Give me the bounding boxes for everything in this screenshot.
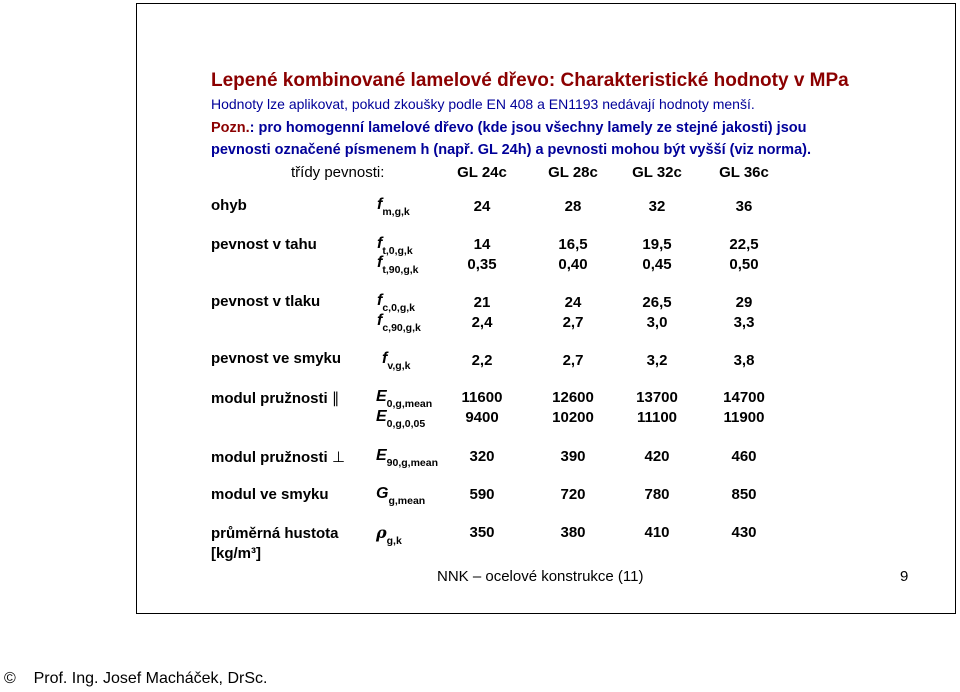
table-cell: 11100 — [636, 409, 678, 426]
table-cell: 24 — [564, 294, 582, 311]
table-cell: 2,7 — [562, 352, 584, 369]
perpendicular-icon: ⊥ — [331, 448, 345, 466]
row-symbol: $f_{t,90,g,k}$ — [377, 254, 419, 277]
note-prefix: Pozn. — [211, 120, 250, 136]
table-cell: 0,35 — [467, 256, 497, 273]
row-label: pevnost ve smyku — [211, 350, 342, 367]
row-label: ohyb — [211, 197, 247, 214]
row-symbol: $f_{m,g,k}$ — [377, 196, 410, 219]
table-cell: 3,3 — [733, 314, 755, 331]
table-cell: 0,50 — [729, 256, 759, 273]
page-number: 9 — [900, 568, 909, 585]
table-cell: 9400 — [465, 409, 499, 426]
table-cell: 16,5 — [558, 236, 588, 253]
row-symbol: $f_{c,90,g,k}$ — [377, 312, 421, 335]
table-header-label: třídy pevnosti: — [291, 164, 385, 181]
note-line1: : pro homogenní lamelové dřevo (kde jsou všechny lamely ze stejné jakosti) jsou — [249, 120, 807, 136]
table-cell: 590 — [469, 486, 495, 503]
copyright: © Prof. Ing. Josef Macháček, DrSc. — [4, 670, 268, 687]
row-symbol: $E_{0,g,0,05}$ — [376, 408, 426, 431]
table-cell: 13700 — [636, 389, 678, 406]
table-cell: 28 — [564, 198, 582, 215]
table-cell: 32 — [648, 198, 666, 215]
table-cell: 24 — [473, 198, 491, 215]
note-line2: pevnosti označené písmenem h (např. GL 24h) a pevnosti mohou být vyšší (viz norma). — [211, 142, 812, 158]
table-cell: 3,2 — [646, 352, 668, 369]
table-cell: 410 — [644, 524, 670, 541]
table-cell: 0,45 — [642, 256, 672, 273]
table-cell: 350 — [469, 524, 495, 541]
row-symbol: $E_{90,g,mean}$ — [376, 447, 439, 470]
row-symbol: $f_{c,0,g,k}$ — [377, 292, 416, 315]
table-cell: 26,5 — [642, 294, 672, 311]
row-label: modul ve smyku — [211, 486, 329, 503]
page-title: Lepené kombinované lamelové dřevo: Charakteristické hodnoty v MPa — [211, 70, 849, 91]
table-cell: 380 — [560, 524, 586, 541]
class-header: GL 36c — [719, 164, 769, 181]
row-label: průměrná hustota [kg/m³] — [211, 525, 339, 562]
row-label: modul pružnosti ∥ — [211, 389, 340, 407]
table-cell: 29 — [735, 294, 753, 311]
table-cell: 3,8 — [733, 352, 755, 369]
table-cell: 10200 — [552, 409, 594, 426]
class-header: GL 32c — [632, 164, 682, 181]
table-cell: 11600 — [461, 389, 503, 406]
row-symbol: $f_{v,g,k}$ — [382, 350, 411, 373]
table-cell: 21 — [473, 294, 491, 311]
row-label: pevnost v tlaku — [211, 293, 321, 310]
table-cell: 420 — [644, 448, 670, 465]
table-cell: 0,40 — [558, 256, 588, 273]
subtitle: Hodnoty lze aplikovat, pokud zkoušky podle EN 408 a EN1193 nedávají hodnoty menší. — [211, 96, 755, 112]
footer-text: NNK – ocelové konstrukce (11) — [437, 568, 644, 585]
row-label: modul pružnosti ⊥ — [211, 448, 345, 466]
table-cell: 720 — [560, 486, 586, 503]
table-cell: 850 — [731, 486, 757, 503]
row-symbol: $f_{t,0,g,k}$ — [377, 235, 413, 258]
table-cell: 780 — [644, 486, 670, 503]
row-symbol: $\rho_{g,k}$ — [376, 523, 402, 548]
table-cell: 460 — [731, 448, 757, 465]
note — [211, 117, 811, 161]
table-cell: 2,7 — [562, 314, 584, 331]
table-cell: 12600 — [552, 389, 594, 406]
table-cell: 2,2 — [471, 352, 493, 369]
class-header: GL 28c — [548, 164, 598, 181]
table-cell: 3,0 — [646, 314, 668, 331]
table-cell: 11900 — [723, 409, 765, 426]
table-cell: 430 — [731, 524, 757, 541]
row-symbol: $G_{g,mean}$ — [376, 485, 426, 508]
table-cell: 14 — [473, 236, 491, 253]
class-header: GL 24c — [457, 164, 507, 181]
row-symbol: $E_{0,g,mean}$ — [376, 388, 433, 411]
table-cell: 14700 — [723, 389, 765, 406]
parallel-icon: ∥ — [331, 389, 340, 407]
table-cell: 390 — [560, 448, 586, 465]
table-cell: 320 — [469, 448, 495, 465]
table-cell: 19,5 — [642, 236, 672, 253]
table-cell: 36 — [735, 198, 753, 215]
table-cell: 22,5 — [729, 236, 759, 253]
row-label: pevnost v tahu — [211, 236, 317, 253]
table-cell: 2,4 — [471, 314, 493, 331]
